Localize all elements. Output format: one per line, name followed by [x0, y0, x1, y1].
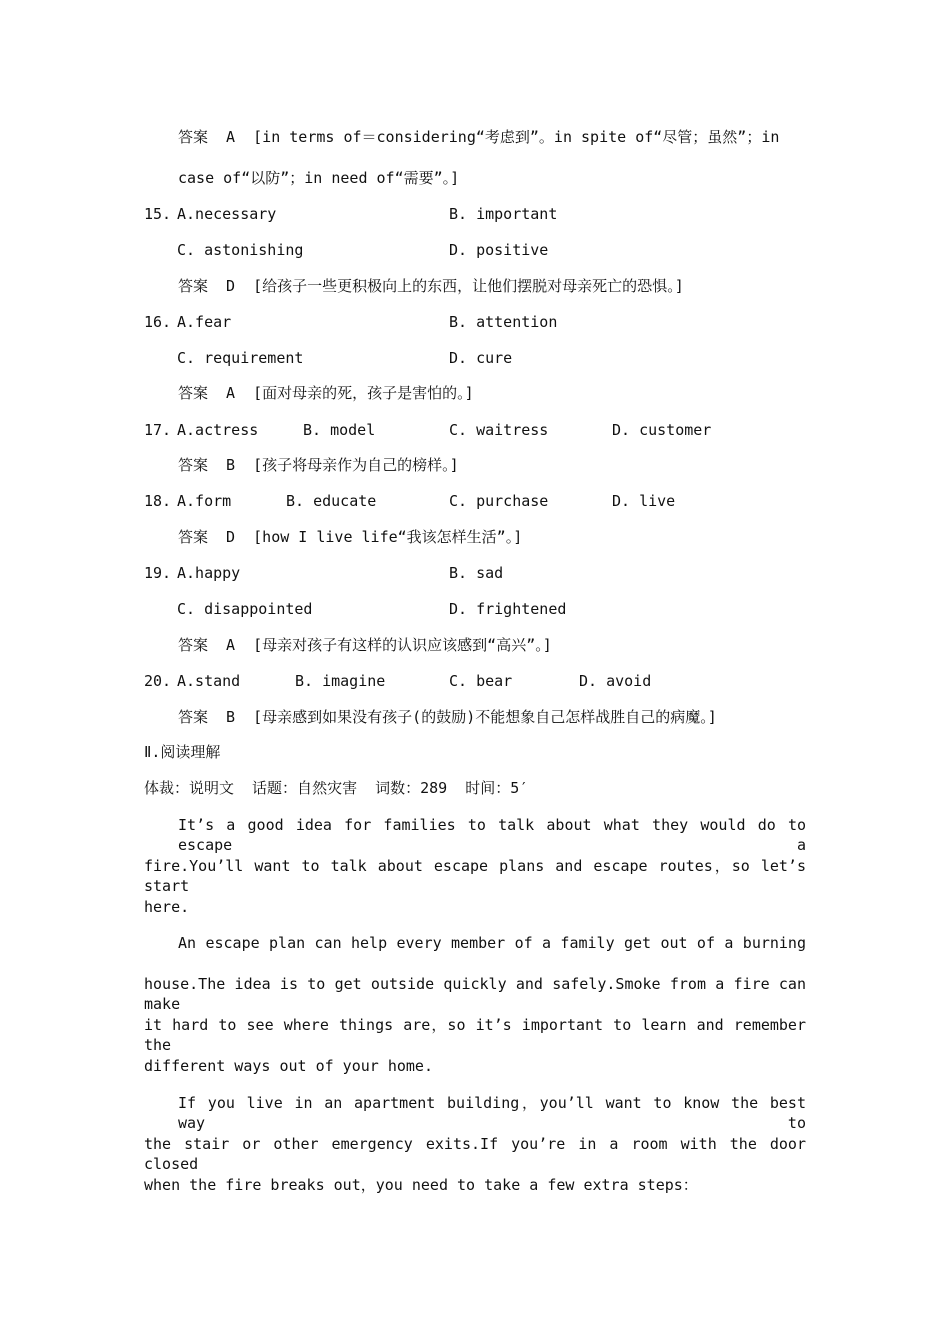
option-a: A.stand: [177, 672, 241, 690]
option-c: C. astonishing: [177, 241, 304, 259]
option-a: A.actress: [177, 421, 259, 439]
option-d: D. cure: [449, 349, 513, 367]
option-a: A.necessary: [177, 205, 277, 223]
option-a: A.fear: [177, 313, 232, 331]
option-d: D. customer: [612, 421, 712, 439]
option-c: C. waitress: [449, 421, 549, 439]
passage-line: different ways out of your home.: [144, 1057, 433, 1075]
option-a: A.form: [177, 492, 232, 510]
answer-14-line-1: 答案 A [in terms of＝considering“考虑到”。in spite of“尽管；虽然”；in: [178, 128, 780, 146]
passage-line: here.: [144, 898, 190, 916]
question-number: 20.: [144, 672, 172, 690]
answer-explanation: 答案 D [给孩子一些更积极向上的东西，让他们摆脱对母亲死亡的恐惧。]: [178, 277, 684, 295]
option-b: B. sad: [449, 564, 504, 582]
option-d: D. frightened: [449, 600, 567, 618]
passage-meta: 体裁：说明文 话题：自然灾害 词数：289 时间：5′: [144, 779, 529, 797]
option-d: D. avoid: [579, 672, 652, 690]
question-number: 16.: [144, 313, 172, 331]
passage-line: It’s a good idea for families to talk about what they would do to escape a: [178, 816, 806, 854]
option-d: D. positive: [449, 241, 549, 259]
option-c: C. purchase: [449, 492, 549, 510]
passage-line: the stair or other emergency exits.If you’re in a room with the door closed: [144, 1135, 806, 1173]
question-number: 18.: [144, 492, 172, 510]
option-b: B. important: [449, 205, 558, 223]
answer-explanation: 答案 B [孩子将母亲作为自己的榜样。]: [178, 456, 459, 474]
answer-explanation: 答案 B [母亲感到如果没有孩子(的鼓励)不能想象自己怎样战胜自己的病魔。]: [178, 708, 717, 726]
question-number: 19.: [144, 564, 172, 582]
answer-14-line-2: case of“以防”；in need of“需要”。]: [178, 169, 460, 187]
question-number: 15.: [144, 205, 172, 223]
passage-line: when the fire breaks out，you need to take a few extra steps：: [144, 1176, 698, 1194]
option-b: B. attention: [449, 313, 558, 331]
answer-explanation: 答案 D [how I live life“我该怎样生活”。]: [178, 528, 523, 546]
option-c: C. disappointed: [177, 600, 313, 618]
answer-explanation: 答案 A [面对母亲的死，孩子是害怕的。]: [178, 384, 474, 402]
option-b: B. imagine: [295, 672, 386, 690]
option-d: D. live: [612, 492, 676, 510]
option-c: C. bear: [449, 672, 513, 690]
option-b: B. model: [303, 421, 376, 439]
question-number: 17.: [144, 421, 172, 439]
section-heading: Ⅱ.阅读理解: [144, 743, 221, 761]
passage-line: it hard to see where things are，so it’s important to learn and remember the: [144, 1016, 806, 1054]
option-b: B. educate: [286, 492, 377, 510]
passage-line: house.The idea is to get outside quickly and safely.Smoke from a fire can make: [144, 975, 806, 1013]
passage-line: An escape plan can help every member of a family get out of a burning: [178, 934, 806, 952]
passage-line: fire.You’ll want to talk about escape plans and escape routes，so let’s start: [144, 857, 806, 895]
passage-line: If you live in an apartment building，you’ll want to know the best way to: [178, 1094, 806, 1132]
option-a: A.happy: [177, 564, 241, 582]
answer-explanation: 答案 A [母亲对孩子有这样的认识应该感到“高兴”。]: [178, 636, 552, 654]
option-c: C. requirement: [177, 349, 304, 367]
